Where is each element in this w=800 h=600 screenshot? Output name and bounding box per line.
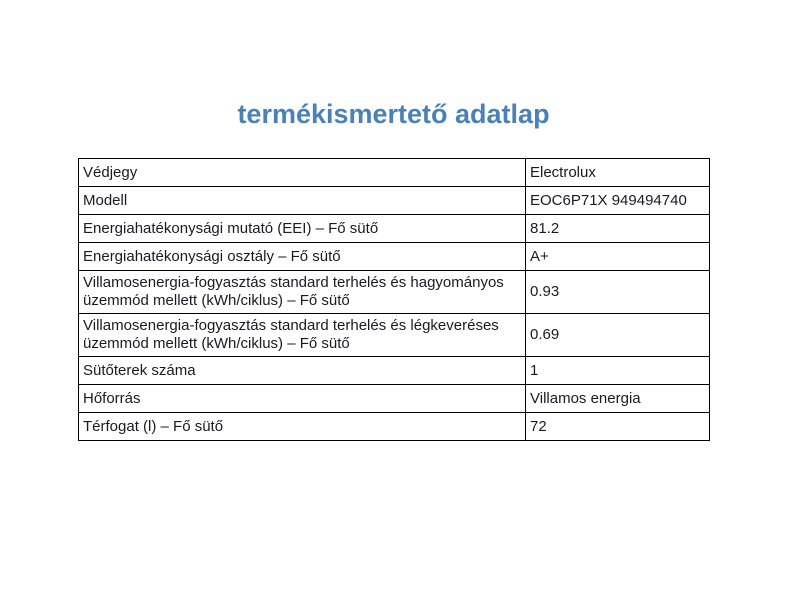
table-row	[79, 215, 710, 243]
spec-label: Energiahatékonysági mutató (EEI) – Fő sütő	[79, 215, 526, 243]
spec-label: Térfogat (l) – Fő sütő	[79, 413, 526, 441]
spec-label: Villamosenergia-fogyasztás standard terhelés és légkeveréses üzemmód mellett (kWh/ciklus) – Fő sütő	[79, 314, 526, 357]
spec-label: Hőforrás	[79, 385, 526, 413]
table-row	[79, 385, 710, 413]
spec-label: Védjegy	[79, 159, 526, 187]
spec-table-body	[79, 159, 710, 441]
table-row	[79, 187, 710, 215]
spec-value: EOC6P71X 949494740	[526, 187, 710, 215]
table-row	[79, 159, 710, 187]
spec-label: Sütőterek száma	[79, 357, 526, 385]
spec-value: 72	[526, 413, 710, 441]
table-row	[79, 357, 710, 385]
spec-value: 1	[526, 357, 710, 385]
spec-label: Villamosenergia-fogyasztás standard terhelés és hagyományos üzemmód mellett (kWh/ciklus) – Fő sütő	[79, 271, 526, 314]
table-row	[79, 314, 710, 357]
spec-label: Energiahatékonysági osztály – Fő sütő	[79, 243, 526, 271]
page-title: termékismertető adatlap	[237, 99, 550, 129]
table-row	[79, 413, 710, 441]
spec-value: 0.69	[526, 314, 710, 357]
product-spec-table	[78, 158, 710, 441]
spec-value: 81.2	[526, 215, 710, 243]
spec-value: Villamos energia	[526, 385, 710, 413]
spec-value: A+	[526, 243, 710, 271]
spec-value: 0.93	[526, 271, 710, 314]
spec-value: Electrolux	[526, 159, 710, 187]
spec-label: Modell	[79, 187, 526, 215]
table-row	[79, 271, 710, 314]
table-row	[79, 243, 710, 271]
